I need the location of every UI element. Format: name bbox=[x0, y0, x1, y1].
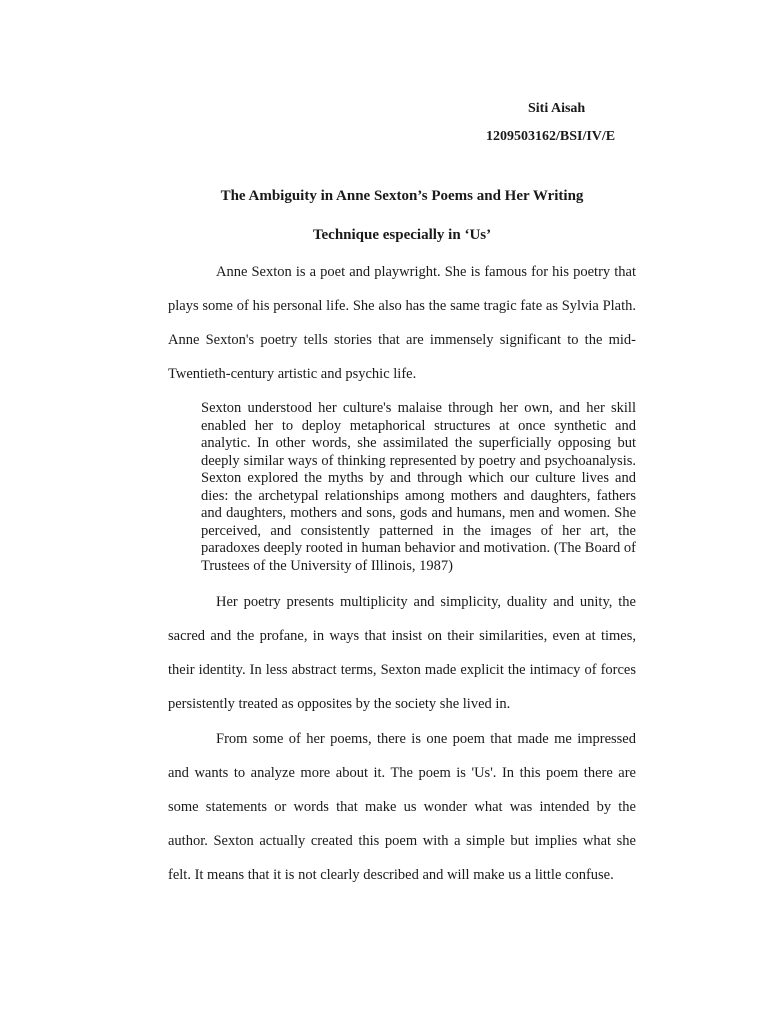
quote-text: Sexton understood her culture's malaise through her own, and her skill enabled her to deploy metaphorical structures at once synthetic and analytic. In other words, she assimilated the superficially opposing but deeply similar ways of thinking represented by poetry and psychoanalysis. Sexton explored the myths by and through which our culture lives and dies: the archetypal relationships among mothers and daughters, fathers and daughters, mothers and sons, gods and humans, men and women. She perceived, and consistently patterned in the images of her art, the paradoxes deeply rooted in human behavior and motivation. (The Board of Trustees of the University of Illinois, 1987) bbox=[201, 400, 636, 574]
block-quote bbox=[201, 400, 636, 575]
document-title-line-1: The Ambiguity in Anne Sexton’s Poems and Her Writing bbox=[220, 188, 584, 204]
document-title-line-2: Technique especially in ‘Us’ bbox=[312, 227, 492, 243]
paragraph-text: Anne Sexton is a poet and playwright. She is famous for his poetry that plays some of his personal life. She also has the same tragic fate as Sylvia Plath. Anne Sexton's poetry tells stories that are immensely significant to the mid-Twentieth-century artistic and psychic life. bbox=[168, 264, 636, 382]
author-header bbox=[486, 99, 686, 147]
author-name: Siti Aisah bbox=[528, 101, 586, 116]
student-id: 1209503162/BSI/IV/E bbox=[486, 129, 616, 144]
body-paragraph bbox=[168, 585, 636, 721]
body-paragraph bbox=[168, 722, 636, 892]
body-paragraph bbox=[168, 255, 636, 391]
paragraph-text: From some of her poems, there is one poem that made me impressed and wants to analyze more about it. The poem is 'Us'. In this poem there are some statements or words that make us wonder what was intended by the author. Sexton actually created this poem with a simple but implies what she felt. It means that it is not clearly described and will make us a little confuse. bbox=[168, 731, 636, 883]
paragraph-text: Her poetry presents multiplicity and simplicity, duality and unity, the sacred and the profane, in ways that insist on their similarities, even at times, their identity. In less abstract terms, Sexton made explicit the intimacy of forces persistently treated as opposites by the society she lived in. bbox=[168, 594, 636, 712]
